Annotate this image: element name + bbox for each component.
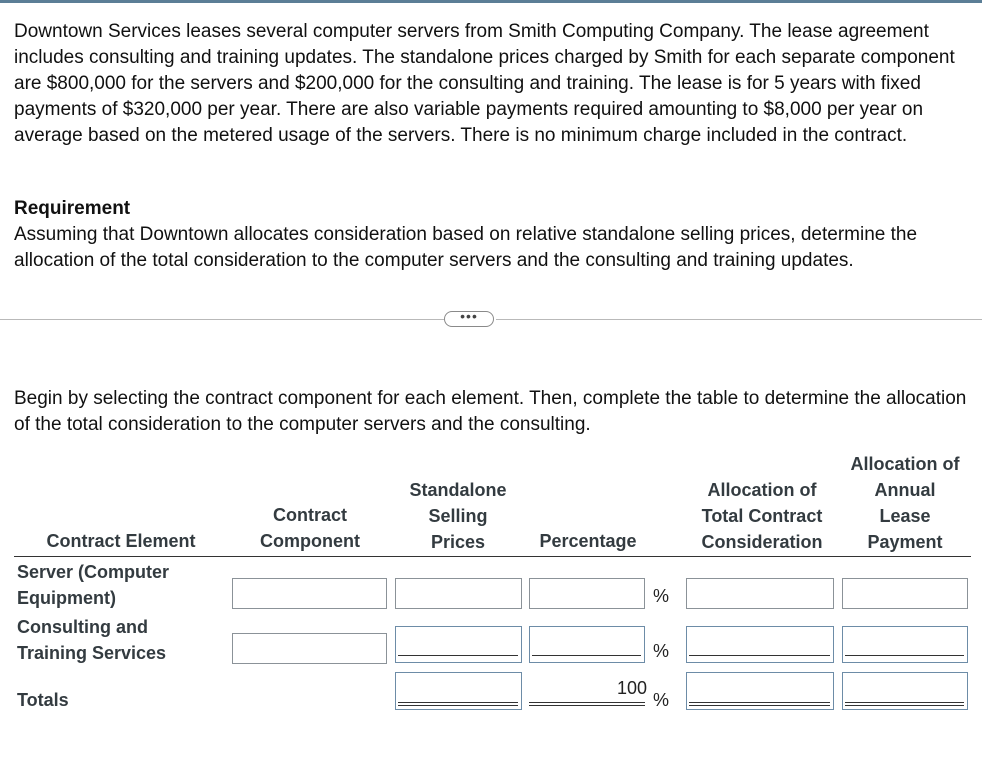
problem-statement: Downtown Services leases several computer servers from Smith Computing Company. The lease agreement includes consulting and training updates. The standalone prices charged by Smith for each separate component are $800,000 for the servers and $200,000 for the consulting and training. The lease is for 5 years with fixed payments of $320,000 per year. There are also variable payments required amounting to $8,000 per year on average based on the metered usage of the servers. There is no minimum charge included in the contract. (14, 21, 955, 146)
consulting-allocation-total-input[interactable] (686, 626, 834, 663)
divider-left (0, 319, 444, 320)
totals-allocation-total-double-underline-top (689, 702, 830, 703)
server-allocation-total-input[interactable] (686, 578, 834, 609)
row-label-server: Server (Computer Equipment) (17, 562, 170, 608)
consulting-percentage-underline (532, 655, 641, 656)
totals-allocation-annual-double-underline-bottom (845, 705, 964, 706)
server-percentage-input[interactable] (529, 578, 645, 609)
requirement-title: Requirement (14, 198, 131, 219)
consulting-percent-symbol: % (653, 641, 670, 661)
consulting-standalone-underline (398, 655, 518, 656)
server-percent-symbol: % (653, 586, 670, 606)
totals-standalone-double-underline-bottom (398, 705, 518, 706)
totals-percentage-value: 100 (616, 678, 647, 698)
totals-allocation-total-double-underline-bottom (689, 705, 830, 706)
header-underline (14, 556, 971, 557)
header-allocation-total-consideration: Allocation of Total Contract Consideration (701, 480, 823, 552)
totals-percentage-double-underline-bottom (529, 705, 645, 706)
divider-right (496, 319, 982, 320)
header-contract-component: Contract Component (260, 505, 360, 551)
consulting-standalone-price-input[interactable] (395, 626, 522, 663)
consulting-allocation-annual-underline (845, 655, 964, 656)
expand-more-button[interactable]: ••• (444, 311, 494, 327)
top-border (0, 0, 982, 3)
consulting-contract-component-select[interactable] (232, 633, 387, 664)
header-allocation-annual-lease-payment: Allocation of Annual Lease Payment (850, 454, 960, 552)
totals-allocation-annual-double-underline-top (845, 702, 964, 703)
server-allocation-annual-input[interactable] (842, 578, 968, 609)
server-standalone-price-input[interactable] (395, 578, 522, 609)
requirement-text: Assuming that Downtown allocates consideration based on relative standalone selling prices, determine the allocation of the total consideration to the computer servers and the consulting and training updates. (14, 224, 918, 271)
totals-percentage-double-underline-top (529, 702, 645, 703)
totals-standalone-double-underline-top (398, 702, 518, 703)
instructions-text: Begin by selecting the contract component for each element. Then, complete the table to determine the allocation of the total consideration to the computer servers and the consulting. (14, 388, 967, 435)
consulting-allocation-total-underline (689, 655, 830, 656)
row-label-consulting: Consulting and Training Services (17, 617, 167, 663)
header-standalone-selling-prices: Standalone Selling Prices (409, 480, 507, 552)
totals-percent-symbol: % (653, 690, 670, 710)
header-percentage: Percentage (539, 531, 637, 551)
consulting-percentage-input[interactable] (529, 626, 645, 663)
row-label-totals: Totals (17, 690, 69, 710)
header-contract-element: Contract Element (46, 531, 196, 551)
consulting-allocation-annual-input[interactable] (842, 626, 968, 663)
server-contract-component-select[interactable] (232, 578, 387, 609)
